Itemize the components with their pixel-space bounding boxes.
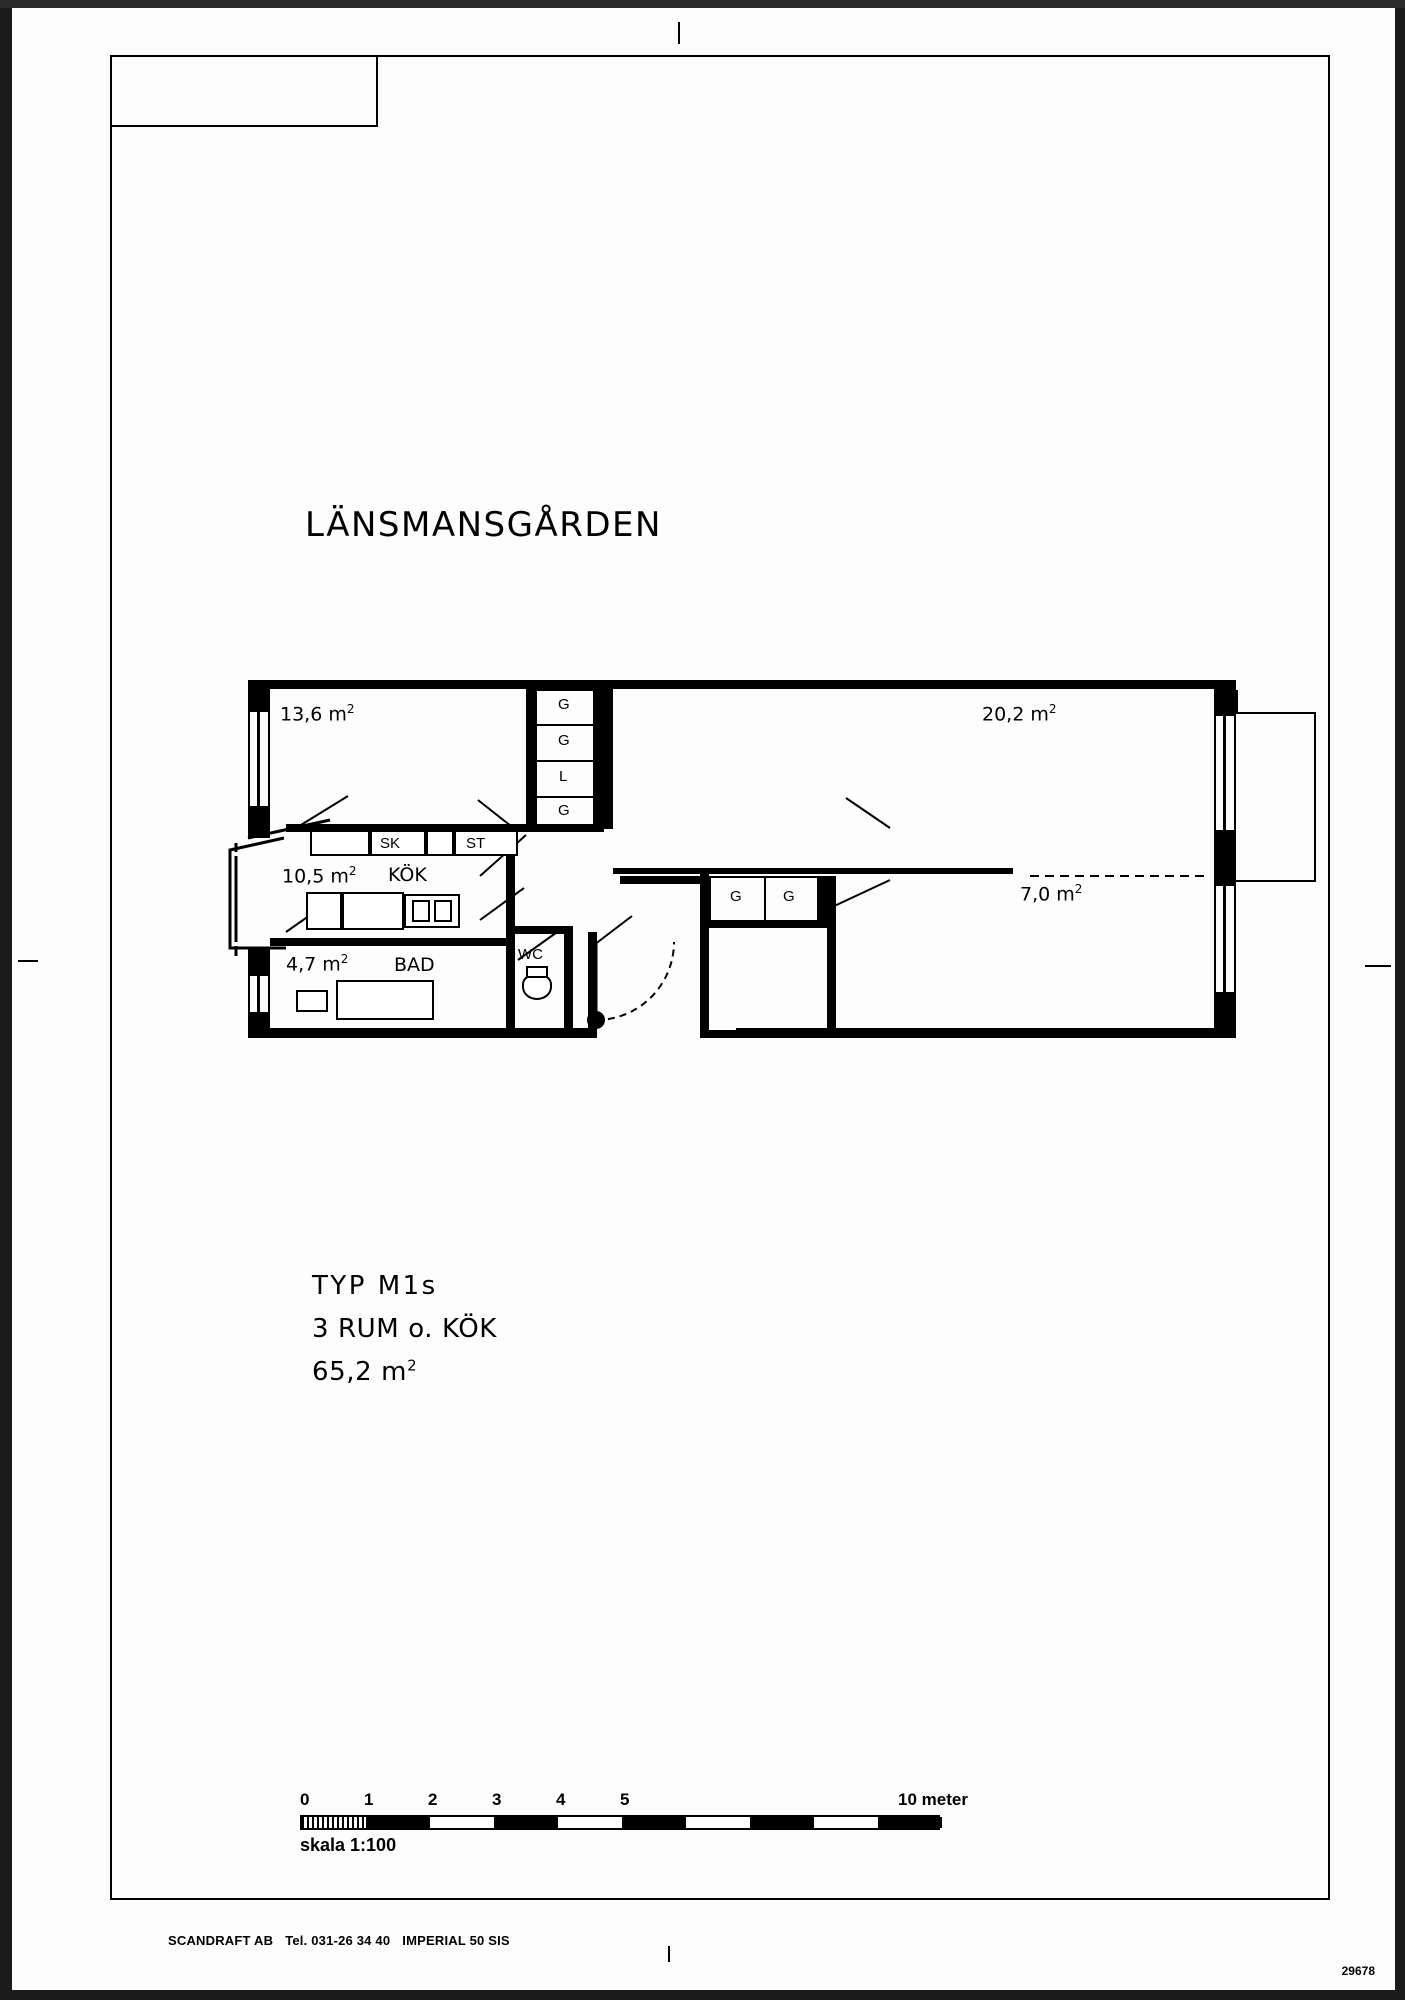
wardrobe-divider-1 (535, 724, 595, 726)
room-area-4-7-unit: 2 (340, 952, 349, 966)
registration-tick-bottom (668, 1946, 670, 1962)
wall-kitchen-bottom (270, 938, 506, 946)
window-mullion-right-lower (1223, 884, 1226, 994)
title-block-box (110, 55, 378, 127)
wall-bottom-stub (700, 1030, 836, 1038)
scale-number-2: 2 (428, 1790, 438, 1809)
bath-sink (296, 990, 328, 1012)
room-name-bad: BAD (394, 954, 435, 976)
kitchen-sink-unit (306, 892, 342, 930)
scale-bar (300, 1815, 940, 1830)
room-area-20-2-text: 20,2 m (982, 703, 1049, 726)
scale-end-label: 10 meter (898, 1790, 968, 1809)
wall-wc-right (564, 926, 573, 1038)
kitchen-worktop (342, 892, 404, 930)
wall-wardrobe-right (595, 689, 604, 831)
wall-big-room-left (604, 689, 613, 829)
wardrobe-label-g4: G (730, 888, 742, 905)
kitchen-table-seat-2 (434, 900, 452, 922)
room-area-13-6-unit: 2 (346, 702, 355, 716)
kitchen-stove (426, 830, 454, 856)
fixture-label-sk: SK (380, 835, 401, 852)
room-area-13-6 (280, 702, 355, 725)
room-area-20-2 (982, 702, 1057, 725)
wc-cistern (526, 966, 548, 978)
room-name-kok: KÖK (388, 864, 427, 886)
room-area-7-0-text: 7,0 m (1020, 883, 1075, 906)
apartment-type-block (312, 1265, 497, 1394)
area-line (312, 1351, 497, 1394)
wall-center-top (620, 876, 708, 884)
wall-bath-right (506, 832, 515, 1038)
wardrobe-label-g2: G (558, 732, 570, 749)
room-area-7-0 (1020, 882, 1082, 905)
balcony-edge-a (1236, 690, 1238, 712)
scale-number-3: 3 (492, 1790, 502, 1809)
scale-bar-group (300, 1790, 1000, 1856)
credit-phone: Tel. 031-26 34 40 (285, 1933, 391, 1948)
room-area-4-7-text: 4,7 m (286, 953, 341, 976)
scale-number-4: 4 (556, 1790, 566, 1809)
balcony-edge-b (1236, 712, 1316, 714)
room-area-10-5-text: 10,5 m (282, 865, 349, 888)
wardrobe-label-g3: G (558, 802, 570, 819)
scale-segment-5 (622, 1817, 686, 1828)
document-number: 29678 (1341, 1964, 1375, 1978)
wall-right-top (1214, 680, 1236, 714)
bathtub (336, 980, 434, 1020)
wall-wc-top (506, 926, 572, 934)
scale-caption: skala 1:100 (300, 1835, 397, 1855)
wardrobe-label-g1: G (558, 696, 570, 713)
wall-left-room-right (526, 689, 535, 831)
room-name-wc: WC (518, 946, 543, 963)
credit-company: SCANDRAFT AB (168, 1933, 274, 1948)
room-area-10-5 (282, 864, 357, 887)
scale-number-1: 1 (364, 1790, 374, 1809)
wardrobe-divider-2 (535, 760, 595, 762)
floor-plan (230, 680, 1160, 1200)
wall-wardrobe-bottom (526, 824, 604, 832)
wall-right-mid (1214, 832, 1236, 884)
room-area-4-7 (286, 952, 348, 975)
scale-segment-7 (750, 1817, 814, 1828)
wall-center-wardrobe-right (819, 876, 827, 928)
registration-tick-top (678, 22, 680, 44)
rooms-line: 3 RUM o. KÖK (312, 1313, 497, 1344)
credit-format: IMPERIAL 50 SIS (402, 1933, 510, 1948)
room-area-7-0-unit: 2 (1074, 882, 1083, 896)
wardrobe-center-divider (764, 876, 766, 924)
wall-center-wardrobe-bottom (709, 920, 827, 928)
scale-number-0: 0 (300, 1790, 310, 1809)
window-mullion-right-upper (1223, 714, 1226, 832)
balcony-edge-d (1236, 880, 1316, 882)
registration-tick-left (18, 960, 38, 962)
scale-segment-hatched (302, 1817, 366, 1828)
scale-number-5: 5 (620, 1790, 630, 1809)
scale-segment-1 (366, 1817, 430, 1828)
room-area-20-2-unit: 2 (1048, 702, 1057, 716)
page-title: LÄNSMANSGÅRDEN (305, 505, 662, 545)
registration-tick-right (1365, 965, 1391, 967)
type-line: TYP M1s (312, 1271, 438, 1301)
kitchen-counter-st (454, 830, 518, 856)
area-line-text: 65,2 m (312, 1356, 408, 1387)
kitchen-table-seat-1 (412, 900, 430, 922)
printer-credit (168, 1933, 510, 1948)
wardrobe-label-g5: G (783, 888, 795, 905)
wardrobe-label-l: L (559, 768, 568, 785)
scale-numbers (300, 1790, 1000, 1812)
scan-edge-left (0, 0, 12, 2000)
balcony-edge-c (1314, 712, 1316, 882)
fixture-label-st: ST (466, 835, 486, 852)
scan-edge-right (1395, 0, 1405, 2000)
wall-hall-right (700, 876, 709, 1038)
scan-edge-top (0, 0, 1405, 8)
scale-segment-3 (494, 1817, 558, 1828)
scan-edge-bottom (0, 1990, 1405, 2000)
kitchen-counter-1 (310, 830, 370, 856)
room-area-13-6-text: 13,6 m (280, 703, 347, 726)
area-line-unit: 2 (407, 1356, 418, 1375)
wall-corridor-top (613, 868, 1013, 874)
wall-room70-left (827, 876, 836, 1038)
scale-segment-9 (878, 1817, 942, 1828)
wall-hall-left (588, 932, 597, 1038)
room-area-10-5-unit: 2 (348, 864, 357, 878)
wardrobe-divider-3 (535, 796, 595, 798)
